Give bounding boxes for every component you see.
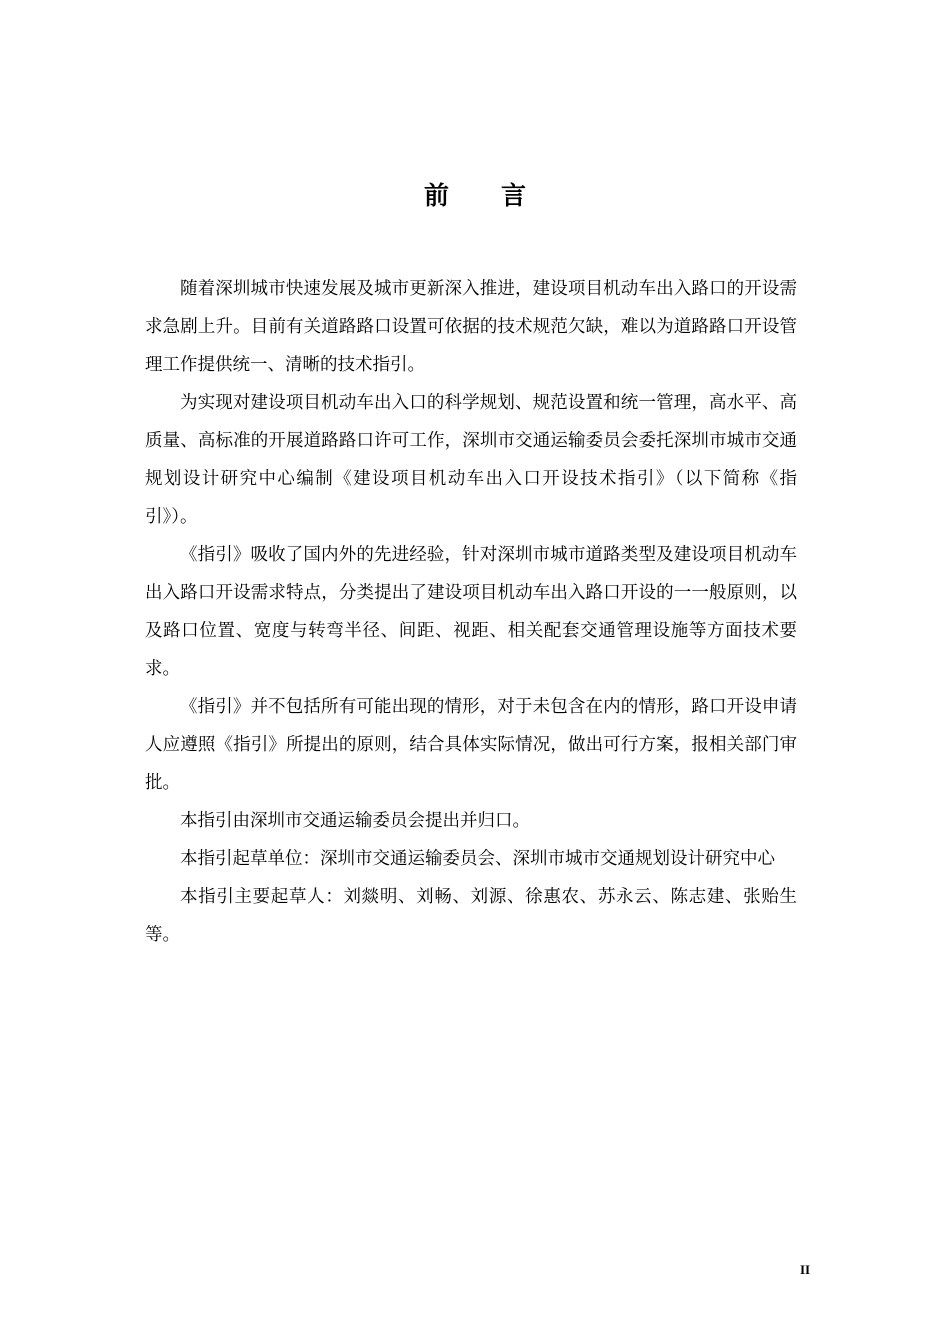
title-char-2: 言 xyxy=(501,181,527,210)
page-title xyxy=(0,176,950,216)
paragraph-purpose: 为实现对建设项目机动车出入口的科学规划、规范设置和统一管理，高水平、高质量、高标准的开展道路路口许可工作，深圳市交通运输委员会委托深圳市城市交通规划设计研究中心编制《建设项目机动车出入口开设技术指引》（以下简称《指引》）。 xyxy=(145,393,797,527)
preface-body xyxy=(145,270,797,954)
paragraph-background: 随着深圳城市快速发展及城市更新深入推进，建设项目机动车出入路口的开设需求急剧上升。目前有关道路路口设置可依据的技术规范欠缺，难以为道路路口开设管理工作提供统一、清晰的技术指引。 xyxy=(145,279,797,375)
paragraph-drafting-units: 本指引起草单位：深圳市交通运输委员会、深圳市城市交通规划设计研究中心 xyxy=(180,849,775,869)
page-number: II xyxy=(799,1262,811,1277)
title-char-1: 前 xyxy=(423,181,449,210)
paragraph-content: 《指引》吸收了国内外的先进经验，针对深圳市城市道路类型及建设项目机动车出入路口开设需求特点，分类提出了建设项目机动车出入路口开设的一一般原则，以及路口位置、宽度与转弯半径、间距、视距、相关配套交通管理设施等方面技术要求。 xyxy=(145,545,797,679)
paragraph-proposer: 本指引由深圳市交通运输委员会提出并归口。 xyxy=(180,811,530,831)
paragraph-drafters: 本指引主要起草人：刘燚明、刘畅、刘源、徐惠农、苏永云、陈志建、张贻生等。 xyxy=(145,887,797,945)
paragraph-scope: 《指引》并不包括所有可能出现的情形，对于未包含在内的情形，路口开设申请人应遵照《指引》所提出的原则，结合具体实际情况，做出可行方案，报相关部门审批。 xyxy=(145,697,797,793)
